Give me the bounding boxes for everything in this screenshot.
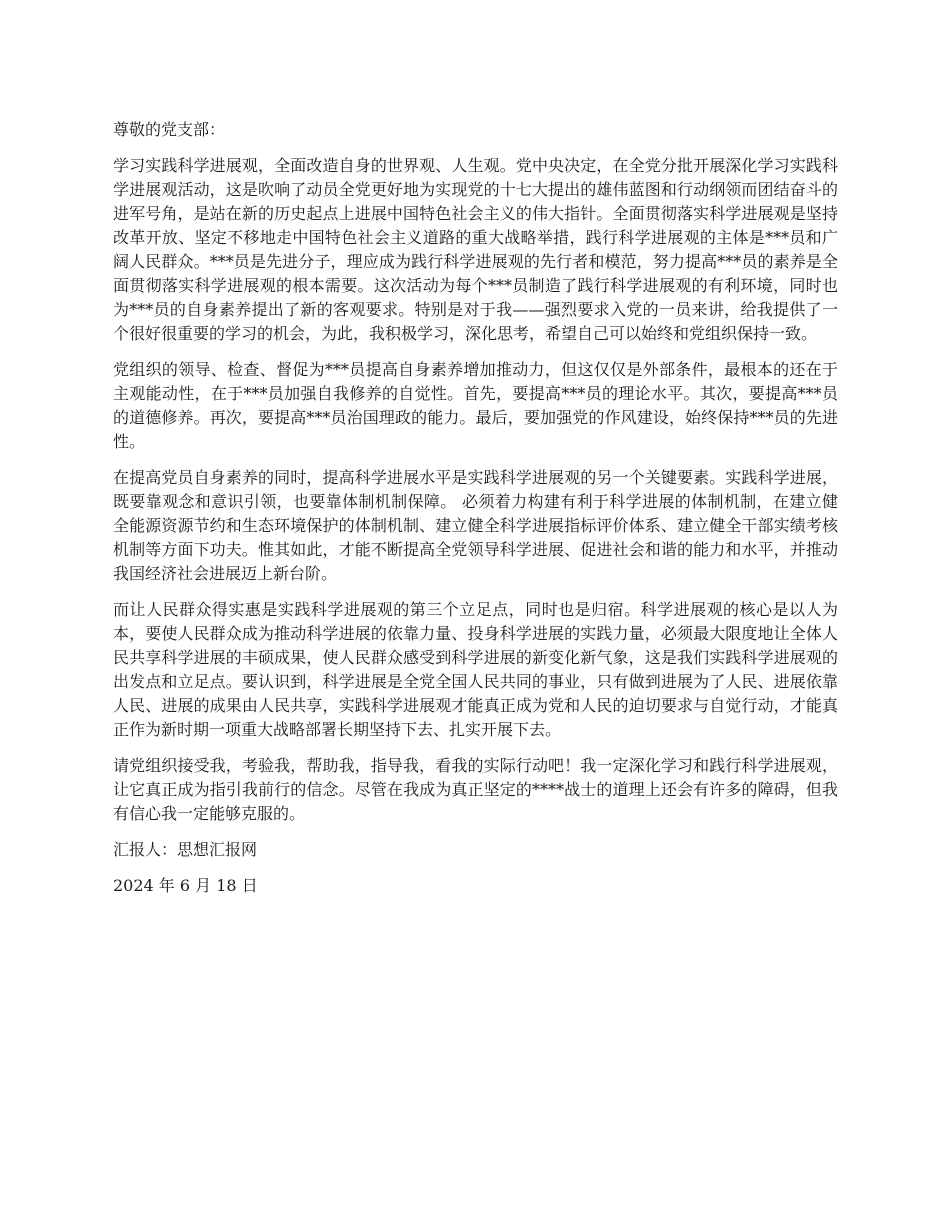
salutation: 尊敬的党支部： xyxy=(113,120,226,139)
body-paragraph-4: 而让人民群众得实惠是实践科学进展观的第三个立足点，同时也是归宿。科学进展观的核心是以人为本，要使人民群众成为推动科学进展的依靠力量、投身科学进展的实践力量，必须最大限度地让全体人民共享科学进展的丰硕成果，使人民群众感受到科学进展的新变化新气象，这是我们实践科学进展观的出发点和立足点。要认识到，科学进展是全党全国人民共同的事业，只有做到进展为了人民、进展依靠人民、进展的成果由人民共享，实践科学进展观才能真正成为党和人民的迫切要求与自觉行动，才能真正作为新时期一项重大战略部署长期坚持下去、扎实开展下去。 xyxy=(113,600,838,739)
body-paragraph-5: 请党组织接受我，考验我，帮助我，指导我，看我的实际行动吧！我一定深化学习和践行科学进展观，让它真正成为指引我前行的信念。尽管在我成为真正坚定的****战士的道理上还会有许多的障碍，但我有信心我一定能够克服的。 xyxy=(113,756,838,823)
date: 2024 年 6 月 18 日 xyxy=(113,876,258,895)
body-paragraph-1: 学习实践科学进展观，全面改造自身的世界观、人生观。党中央决定，在全党分批开展深化学习实践科学进展观活动，这是吹响了动员全党更好地为实现党的十七大提出的雄伟蓝图和行动纲领而团结奋斗的进军号角，是站在新的历史起点上进展中国特色社会主义的伟大指针。全面贯彻落实科学进展观是坚持改革开放、坚定不移地走中国特色社会主义道路的重大战略举措，践行科学进展观的主体是***员和广阔人民群众。***员是先进分子，理应成为践行科学进展观的先行者和模范，努力提高***员的素养是全面贯彻落实科学进展观的根本需要。这次活动为每个***员制造了践行科学进展观的有利环境，同时也为***员的自身素养提出了新的客观要求。特别是对于我——强烈要求入党的一员来讲，给我提供了一个很好很重要的学习的机会，为此，我积极学习，深化思考，希望自己可以始终和党组织保持一致。 xyxy=(113,156,838,343)
body-paragraph-3: 在提高党员自身素养的同时，提高科学进展水平是实践科学进展观的另一个关键要素。实践科学进展，既要靠观念和意识引领，也要靠体制机制保障。 必须着力构建有利于科学进展的体制机制，在建立健全能源资源节约和生态环境保护的体制机制、建立健全科学进展指标评价体系、建立健全干部实绩考核机制等方面下功夫。惟其如此，才能不断提高全党领导科学进展、促进社会和谐的能力和水平，并推动我国经济社会进展迈上新台阶。 xyxy=(113,468,838,583)
body-paragraph-2: 党组织的领导、检查、督促为***员提高自身素养增加推动力，但这仅仅是外部条件，最根本的还在于主观能动性，在于***员加强自我修养的自觉性。首先，要提高***员的理论水平。其次，要提高***员的道德修养。再次，要提高***员治国理政的能力。最后，要加强党的作风建设，始终保持***员的先进性。 xyxy=(113,360,838,451)
signature: 汇报人：思想汇报网 xyxy=(113,840,258,859)
document-page xyxy=(113,118,838,910)
